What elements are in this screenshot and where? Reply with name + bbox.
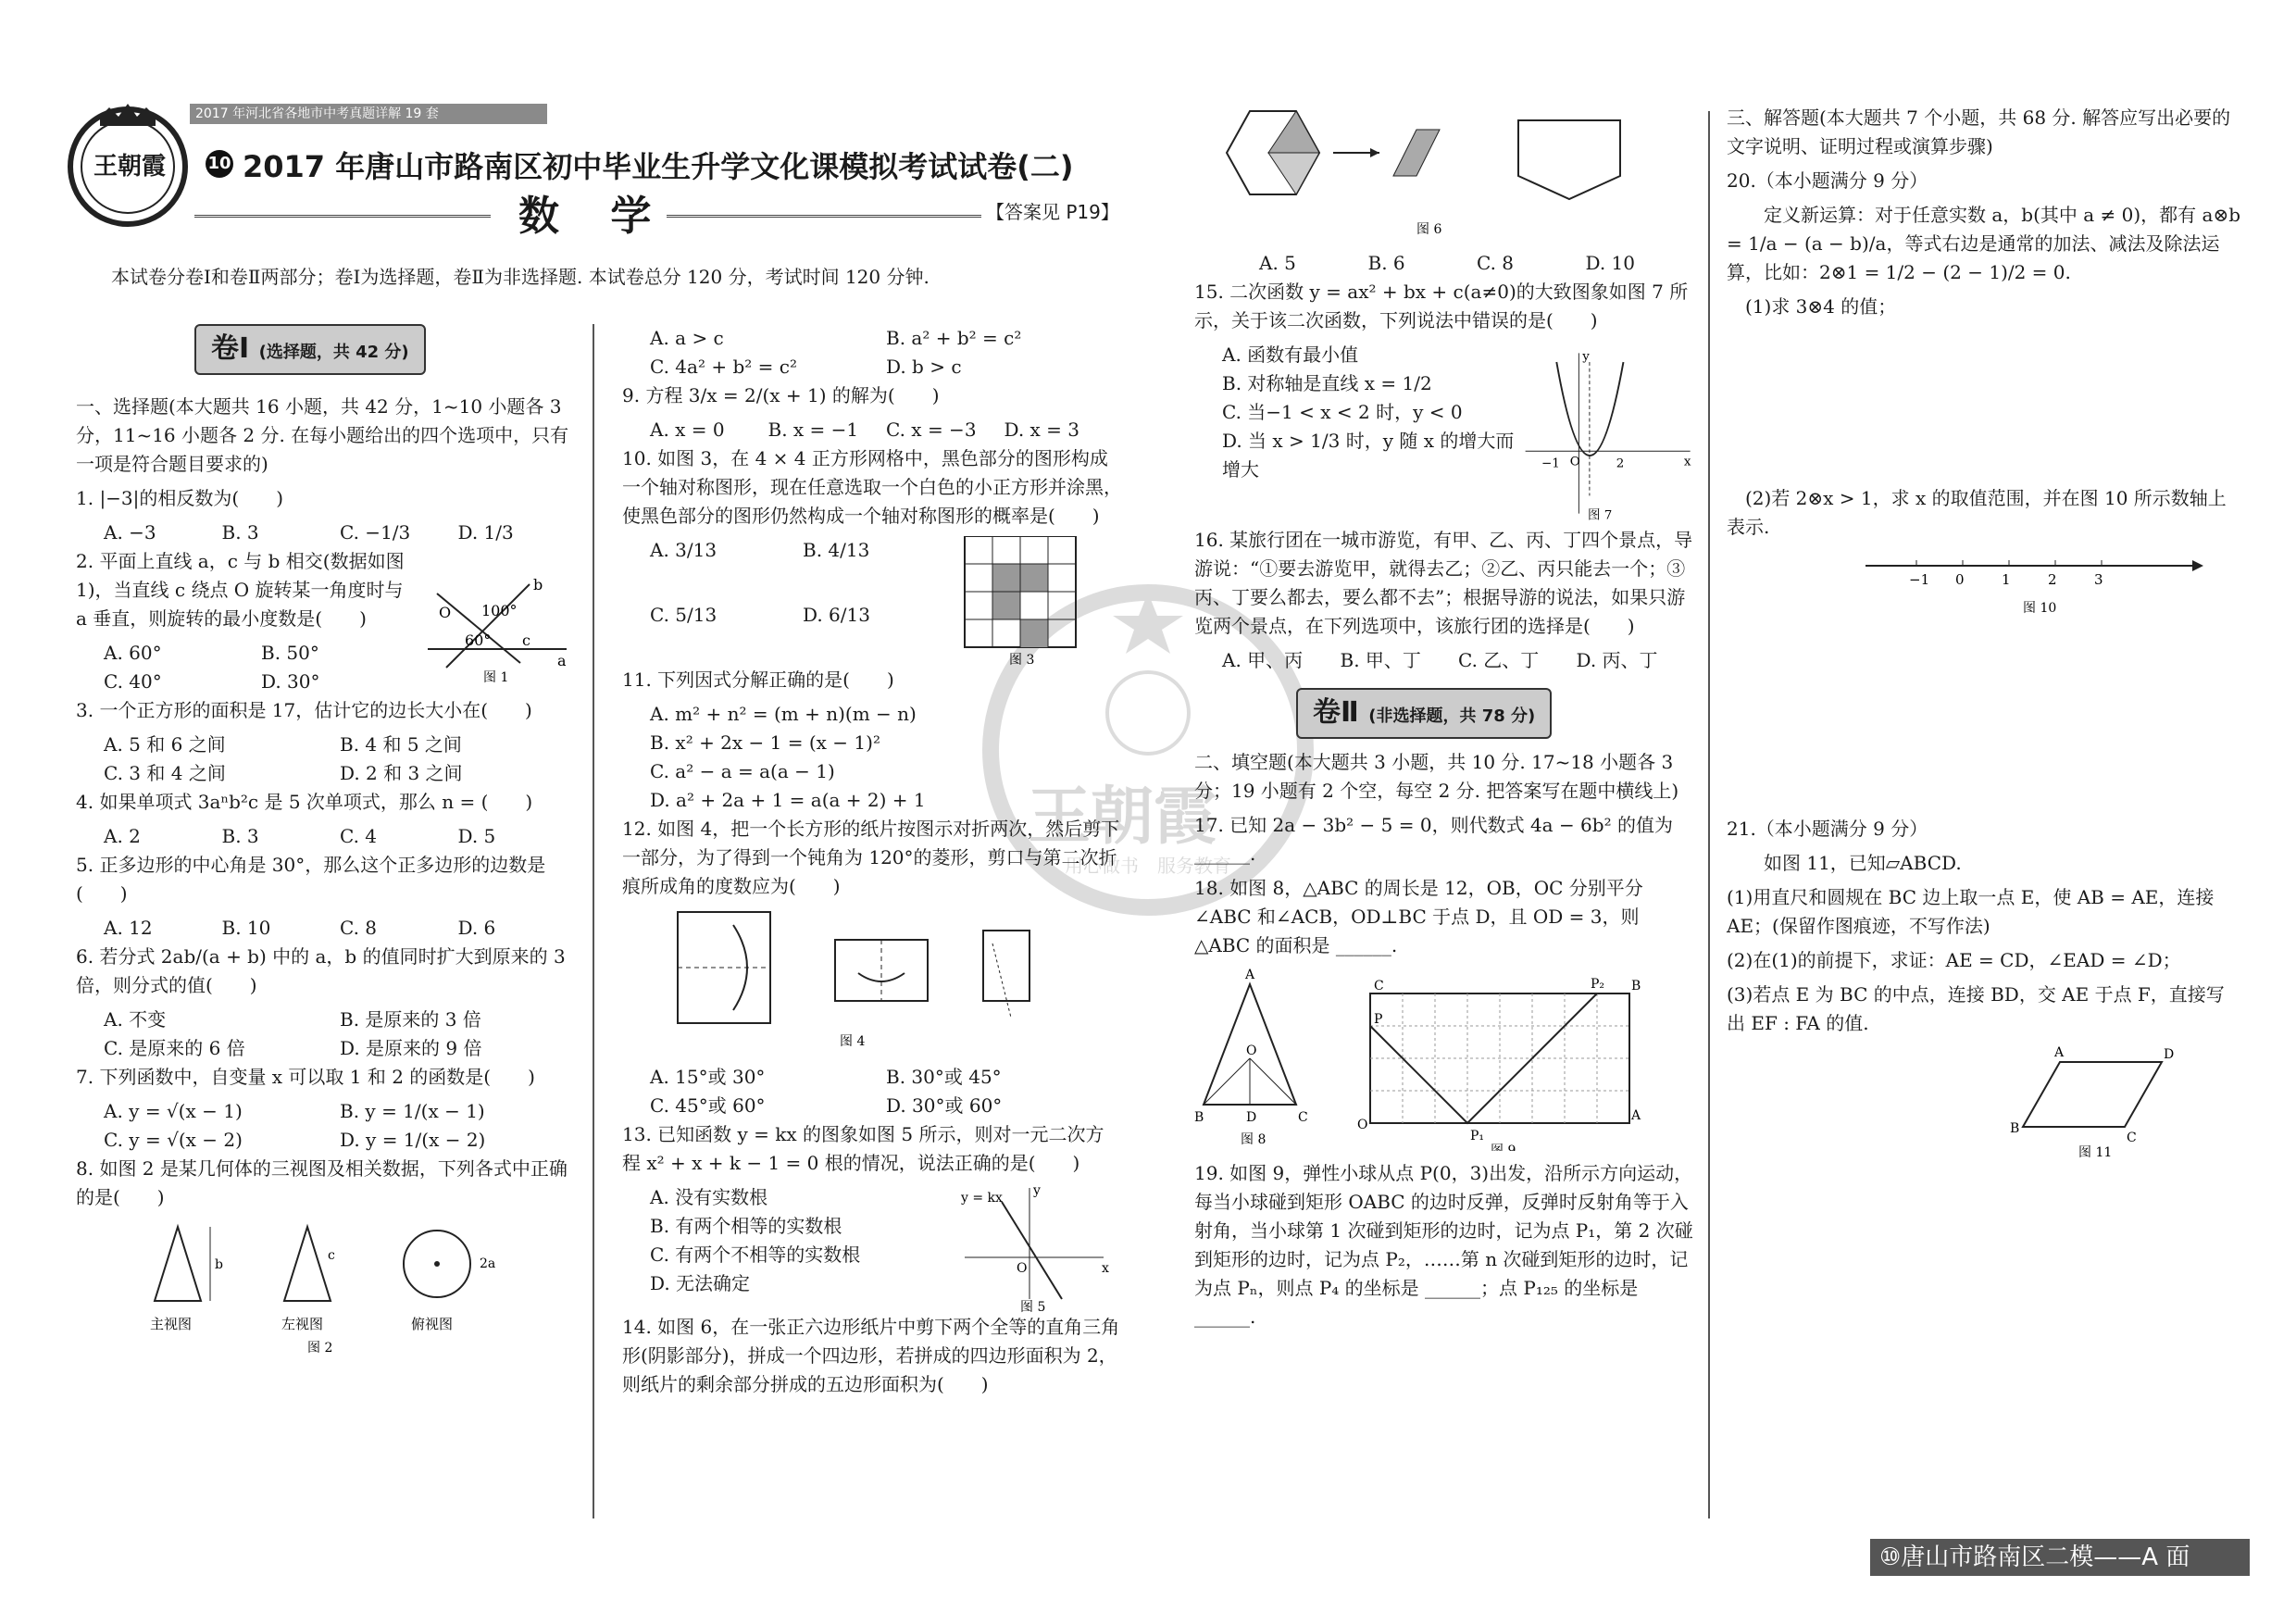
option: D. a² + 2a + 1 = a(a + 2) + 1 (650, 789, 926, 811)
series-banner: 2017 年河北省各地市中考真题详解 19 套 (190, 104, 547, 124)
option: A. 5 (1259, 252, 1296, 274)
axis-tick-label: 0 (1955, 571, 1965, 588)
option: D. x = 3 (1004, 419, 1080, 441)
figure-8-9 (1194, 966, 1694, 1151)
figure-1-caption: 图 1 (483, 670, 509, 685)
q5-options (76, 914, 576, 943)
option: C. 是原来的 6 倍 (104, 1037, 245, 1059)
figure-3-grid (955, 536, 1085, 666)
question-18: 18. 如图 8，△ABC 的周长是 12，OB，OC 分别平分∠ABC 和∠ACB，OD⊥BC 于点 D，且 OD = 3，则△ABC 的面积是 ______. (1194, 876, 1643, 956)
view-front: 主视图 (150, 1316, 193, 1332)
svg-text:A: A (2054, 1045, 2065, 1060)
part2-title: 卷Ⅱ (1313, 696, 1359, 729)
figure-6 (1194, 102, 1694, 241)
svg-text:y: y (1581, 349, 1590, 365)
part1-title: 卷Ⅰ (211, 332, 250, 365)
question-4: 4. 如果单项式 3aⁿb²c 是 5 次单项式，那么 n = ( ) (76, 791, 533, 813)
question-7: 7. 下列函数中，自变量 x 可以取 1 和 2 的函数是( ) (76, 1066, 535, 1088)
axis-ticks (1909, 560, 2103, 588)
option: B. 6 (1367, 252, 1405, 274)
svg-text:B: B (1631, 978, 1641, 993)
option: B. 3 (221, 825, 259, 847)
option: C. 乙、丁 (1458, 649, 1540, 671)
svg-text:c: c (522, 631, 530, 649)
choice-instructions: 一、选择题(本大题共 16 小题，共 42 分，1~10 小题各 3 分，11~16 小题各 2 分. 在每小题给出的四个选项中，只有一项是符合题目要求的) (76, 395, 569, 475)
svg-text:100°: 100° (481, 602, 518, 619)
option: A. x = 0 (650, 419, 725, 441)
question-1: 1. |−3|的相反数为( ) (76, 487, 284, 509)
paper-number-badge: 10 (206, 150, 233, 178)
figure-7 (1516, 341, 1694, 526)
q2-options (76, 639, 418, 696)
q8-options (622, 324, 1122, 381)
part1-subtitle: (选择题，共 42 分) (258, 343, 409, 362)
option: A. 15°或 30° (650, 1066, 766, 1088)
option: D. 无法确定 (650, 1272, 751, 1294)
question-20-part1: (1)求 3⊗4 的值； (1745, 295, 1897, 318)
option: C. 40° (104, 670, 162, 693)
svg-text:C: C (1374, 978, 1384, 993)
q13-options (622, 1183, 955, 1313)
title-rule-right (667, 215, 981, 218)
option: A. 3/13 (650, 539, 718, 561)
option: C. y = √(x − 2) (104, 1129, 243, 1151)
option: B. 30°或 45° (886, 1066, 1002, 1088)
figure-1 (418, 575, 576, 686)
svg-text:2a: 2a (480, 1256, 496, 1271)
option: B. 有两个相等的实数根 (650, 1215, 842, 1237)
svg-text:−1: −1 (1541, 456, 1560, 471)
option: B. 3 (221, 521, 259, 544)
question-21-part2: (2)在(1)的前提下，求证：AE = CD，∠EAD = ∠D； (1727, 949, 2181, 971)
figure-8-caption: 图 8 (1241, 1131, 1267, 1147)
watermark-slogan: 用心做书 服务教育 (1065, 855, 1231, 877)
figure-5-caption: 图 5 (1020, 1300, 1046, 1313)
question-16: 16. 某旅行团在一城市游览，有甲、乙、丙、丁四个景点，导游说：“①要去游览甲，就得去乙；②乙、丙只能去一个；③丙、丁要么都去，要么都不去”；根据导游的说法，如果只游览两个景点，在下列选项中，该旅行团的选择是( ) (1194, 529, 1693, 637)
watermark-text: 王朝霞 (1028, 780, 1217, 854)
title-rule (194, 215, 491, 218)
svg-text:x: x (1683, 454, 1691, 469)
svg-text:c: c (328, 1248, 335, 1263)
figure-4-caption: 图 4 (840, 1034, 866, 1049)
option: B. 10 (221, 917, 271, 939)
option: A. 60° (104, 642, 162, 664)
option: A. 甲、丙 (1222, 649, 1304, 671)
svg-text:A: A (1245, 967, 1255, 982)
subject-title: 数 学 (518, 193, 670, 240)
option: B. 对称轴是直线 x = 1/2 (1222, 372, 1432, 394)
column-3 (1194, 102, 1694, 1337)
option: A. 2 (104, 825, 141, 847)
svg-text:B: B (2010, 1121, 2020, 1136)
q3-options (76, 731, 576, 788)
svg-text:a: a (557, 652, 567, 669)
q10-options (622, 536, 955, 666)
svg-text:b: b (215, 1257, 223, 1272)
option: D. 2 和 3 之间 (340, 762, 463, 784)
q6-options (76, 1006, 576, 1063)
option: C. 当−1 < x < 2 时，y < 0 (1222, 401, 1463, 423)
option: B. x² + 2x − 1 = (x − 1)² (650, 731, 880, 754)
column-1 (76, 393, 576, 1365)
option: C. 8 (1477, 252, 1515, 274)
option: B. 4 和 5 之间 (340, 733, 462, 756)
option: A. 5 和 6 之间 (104, 733, 226, 756)
question-2: 2. 平面上直线 a，c 与 b 相交(数据如图 1)，当直线 c 绕点 O 旋转某一角度时与 a 垂直，则旋转的最小度数是( ) (76, 550, 405, 630)
q16-options (1194, 646, 1694, 675)
question-10: 10. 如图 3，在 4 × 4 正方形网格中，黑色部分的图形构成一个轴对称图形，现在任意选取一个白色的小正方形并涂黑，使黑色部分的图形仍然构成一个轴对称图形的概率是( ) (622, 447, 1122, 527)
option: C. 8 (340, 917, 378, 939)
svg-text:2: 2 (1616, 456, 1624, 471)
option: A. 12 (104, 917, 153, 939)
option: C. 4 (340, 825, 378, 847)
q1-options (76, 519, 576, 547)
figure-5 (955, 1183, 1113, 1313)
figure-11 (1727, 1043, 2240, 1164)
svg-text:O: O (1569, 454, 1580, 469)
svg-text:P: P (1374, 1011, 1383, 1027)
question-13: 13. 已知函数 y = kx 的图象如图 5 所示，则对一元二次方程 x² + x + k − 1 = 0 根的情况，说法正确的是( ) (622, 1123, 1104, 1174)
option: B. x = −1 (767, 419, 859, 441)
option: A. 没有实数根 (650, 1186, 768, 1208)
svg-text:C: C (1298, 1109, 1308, 1125)
axis-tick-label: 2 (2048, 571, 2057, 588)
option: D. 6 (457, 917, 496, 939)
question-21-part1: (1)用直尺和圆规在 BC 边上取一点 E，使 AB = AE，连接 AE；(保留作图痕迹，不写作法) (1727, 886, 2215, 937)
option: C. a² − a = a(a − 1) (650, 760, 835, 782)
option: A. −3 (104, 521, 156, 544)
answer-space (1727, 630, 2240, 815)
column-4 (1727, 104, 2240, 1172)
answer-reference: 【答案见 P19】 (986, 201, 1119, 223)
svg-text:b: b (533, 576, 543, 594)
part2-heading (1296, 688, 1552, 739)
question-15: 15. 二次函数 y = ax² + bx + c(a≠0)的大致图象如图 7 所示，关于该二次函数，下列说法中错误的是( ) (1194, 281, 1689, 331)
column-2 (622, 324, 1122, 1405)
question-14: 14. 如图 6，在一张正六边形纸片中剪下两个全等的直角三角形(阴影部分)，拼成一个四边形，若拼成的四边形面积为 2，则纸片的剩余部分拼成的五边形面积为( ) (622, 1316, 1120, 1395)
figure-6-caption: 图 6 (1416, 222, 1442, 237)
q11-options (622, 700, 1122, 815)
option: C. 5/13 (650, 604, 718, 626)
question-20-definition: 定义新运算：对于任意实数 a，b(其中 a ≠ 0)，都有 a⊗b = 1/a − (a − b)/a，等式右边是通常的加法、减法及除法运算，比如：2⊗1 = 1/2 − (2 − 1)/2 = 0. (1727, 204, 2241, 283)
part2-subtitle: (非选择题，共 78 分) (1368, 706, 1536, 726)
logo-text: 王朝霞 (93, 153, 166, 181)
fill-instructions: 二、填空题(本大题共 3 小题，共 10 分. 17~18 小题各 3 分；19 小题有 2 个空，每空 2 分. 把答案写在题中横线上) (1194, 750, 1679, 802)
svg-text:C: C (2127, 1131, 2137, 1145)
option: C. 4a² + b² = c² (650, 356, 797, 378)
figure-2-caption: 图 2 (307, 1341, 333, 1356)
view-side: 左视图 (281, 1316, 324, 1332)
option: C. 有两个不相等的实数根 (650, 1243, 861, 1266)
question-17: 17. 已知 2a − 3b² − 5 = 0，则代数式 4a − 6b² 的值为 ______. (1194, 813, 1673, 865)
svg-text:A: A (1631, 1107, 1641, 1123)
option: B. y = 1/(x − 1) (340, 1100, 485, 1122)
answer-space (1727, 327, 2240, 484)
axis-tick-label: 1 (2002, 571, 2011, 588)
option: A. y = √(x − 1) (104, 1100, 243, 1122)
option: B. 50° (261, 642, 319, 664)
svg-text:O: O (1246, 1043, 1257, 1058)
figure-2 (76, 1218, 576, 1356)
option: D. 6/13 (803, 604, 870, 626)
question-11: 11. 下列因式分解正确的是( ) (622, 669, 894, 691)
svg-text:x: x (1102, 1261, 1109, 1276)
svg-text:O: O (1357, 1117, 1368, 1132)
exam-intro: 本试卷分卷Ⅰ和卷Ⅱ两部分；卷Ⅰ为选择题，卷Ⅱ为非选择题. 本试卷总分 120 分，考试时间 120 分钟. (111, 266, 930, 288)
option: A. a > c (650, 327, 724, 349)
option: C. 45°或 60° (650, 1094, 766, 1117)
svg-text:O: O (1017, 1261, 1028, 1276)
svg-text:P₂: P₂ (1591, 976, 1605, 992)
option: D. 10 (1585, 252, 1635, 274)
question-21-head: 21.（本小题满分 9 分） (1727, 818, 1928, 840)
svg-text:P₁: P₁ (1470, 1128, 1485, 1143)
option: D. 30°或 60° (886, 1094, 1003, 1117)
option: B. a² + b² = c² (886, 327, 1022, 349)
q15-options (1194, 341, 1516, 526)
option: B. 甲、丁 (1340, 649, 1421, 671)
option: A. 函数有最小值 (1222, 344, 1359, 366)
question-20-part2: (2)若 2⊗x > 1，求 x 的取值范围，并在图 10 所示数轴上表示. (1727, 487, 2227, 538)
figure-11-caption: 图 11 (2078, 1145, 2113, 1160)
svg-text:y: y (1033, 1183, 1041, 1198)
figure-3-caption: 图 3 (1009, 653, 1035, 666)
option: C. 3 和 4 之间 (104, 762, 226, 784)
question-21-part3: (3)若点 E 为 BC 的中点，连接 BD，交 AE 于点 F，直接写出 EF : FA 的值. (1727, 983, 2225, 1034)
axis-tick-label: 3 (2094, 571, 2103, 588)
q14-options (1194, 249, 1694, 278)
q12-options (622, 1063, 1122, 1120)
figure-9-caption: 图 9 (1491, 1143, 1516, 1151)
figure-10-number-line (1727, 547, 2240, 621)
svg-text:B: B (1194, 1109, 1204, 1125)
svg-text:O: O (439, 604, 452, 621)
q7-options (76, 1097, 576, 1155)
option: D. 5 (457, 825, 496, 847)
question-12: 12. 如图 4，把一个长方形的纸片按图示对折两次，然后剪下一部分，为了得到一个钝角为 120°的菱形，剪口与第二次折痕所成角的度数应为( ) (622, 818, 1120, 897)
question-5: 5. 正多边形的中心角是 30°，那么这个正多边形的边数是( ) (76, 854, 546, 905)
part1-heading (194, 324, 426, 375)
figure-7-caption: 图 7 (1587, 507, 1612, 523)
paper-title: 2017 年唐山市路南区初中毕业生升学文化课模拟考试试卷(二) (243, 149, 1074, 184)
publisher-logo (63, 100, 193, 230)
figure-10-caption: 图 10 (2023, 601, 2057, 616)
svg-text:D: D (1246, 1109, 1257, 1125)
figure-4 (622, 906, 1122, 1055)
option: C. −1/3 (340, 521, 411, 544)
question-9: 9. 方程 3/x = 2/(x + 1) 的解为( ) (622, 384, 940, 406)
question-3: 3. 一个正方形的面积是 17，估计它的边长大小在( ) (76, 699, 532, 721)
q4-options (76, 822, 576, 851)
solve-instructions: 三、解答题(本大题共 7 个小题，共 68 分. 解答应写出必要的文字说明、证明过程或演算步骤) (1727, 106, 2231, 157)
option: A. m² + n² = (m + n)(m − n) (650, 703, 917, 725)
option: D. y = 1/(x − 2) (340, 1129, 486, 1151)
option: C. x = −3 (886, 419, 977, 441)
column-divider-1 (593, 324, 594, 1518)
option: B. 4/13 (803, 539, 870, 561)
figure-5-curve-label: y = kx (961, 1191, 1003, 1206)
svg-text:D: D (2164, 1047, 2175, 1062)
option: D. 丙、丁 (1576, 649, 1658, 671)
q9-options (622, 416, 1122, 444)
option: D. b > c (886, 356, 962, 378)
question-6: 6. 若分式 2ab/(a + b) 中的 a，b 的值同时扩大到原来的 3 倍，则分式的值( ) (76, 945, 566, 996)
option: D. 是原来的 9 倍 (340, 1037, 482, 1059)
option: D. 30° (261, 670, 320, 693)
svg-text:60°: 60° (465, 631, 492, 649)
option: D. 当 x > 1/3 时，y 随 x 的增大而增大 (1222, 430, 1515, 481)
question-21-intro: 如图 11，已知▱ABCD. (1764, 852, 1962, 874)
column-divider-3 (1708, 111, 1710, 1518)
axis-tick-label: −1 (1909, 571, 1930, 588)
page-footer: ⑩唐山市路南区二模——A 面 (1870, 1539, 2250, 1576)
question-20-head: 20.（本小题满分 9 分） (1727, 169, 1928, 192)
option: D. 1/3 (457, 521, 514, 544)
question-8: 8. 如图 2 是某几何体的三视图及相关数据，下列各式中正确的是( ) (76, 1157, 568, 1208)
view-top: 俯视图 (411, 1316, 454, 1332)
question-19: 19. 如图 9，弹性小球从点 P(0，3)出发，沿所示方向运动，每当小球碰到矩形 OABC 的边时反弹，反弹时反射角等于入射角，当小球第 1 次碰到矩形的边时，记为点 P₁，第 2 次碰到矩形的边时，记为点 P₂，……第 n 次碰到矩形的边时，记为点 Pₙ，则点 P₄ 的坐标是 ______；点 P₁₂₅ 的坐标是 ______. (1194, 1161, 1693, 1328)
option: B. 是原来的 3 倍 (340, 1008, 481, 1031)
option: A. 不变 (104, 1008, 167, 1031)
